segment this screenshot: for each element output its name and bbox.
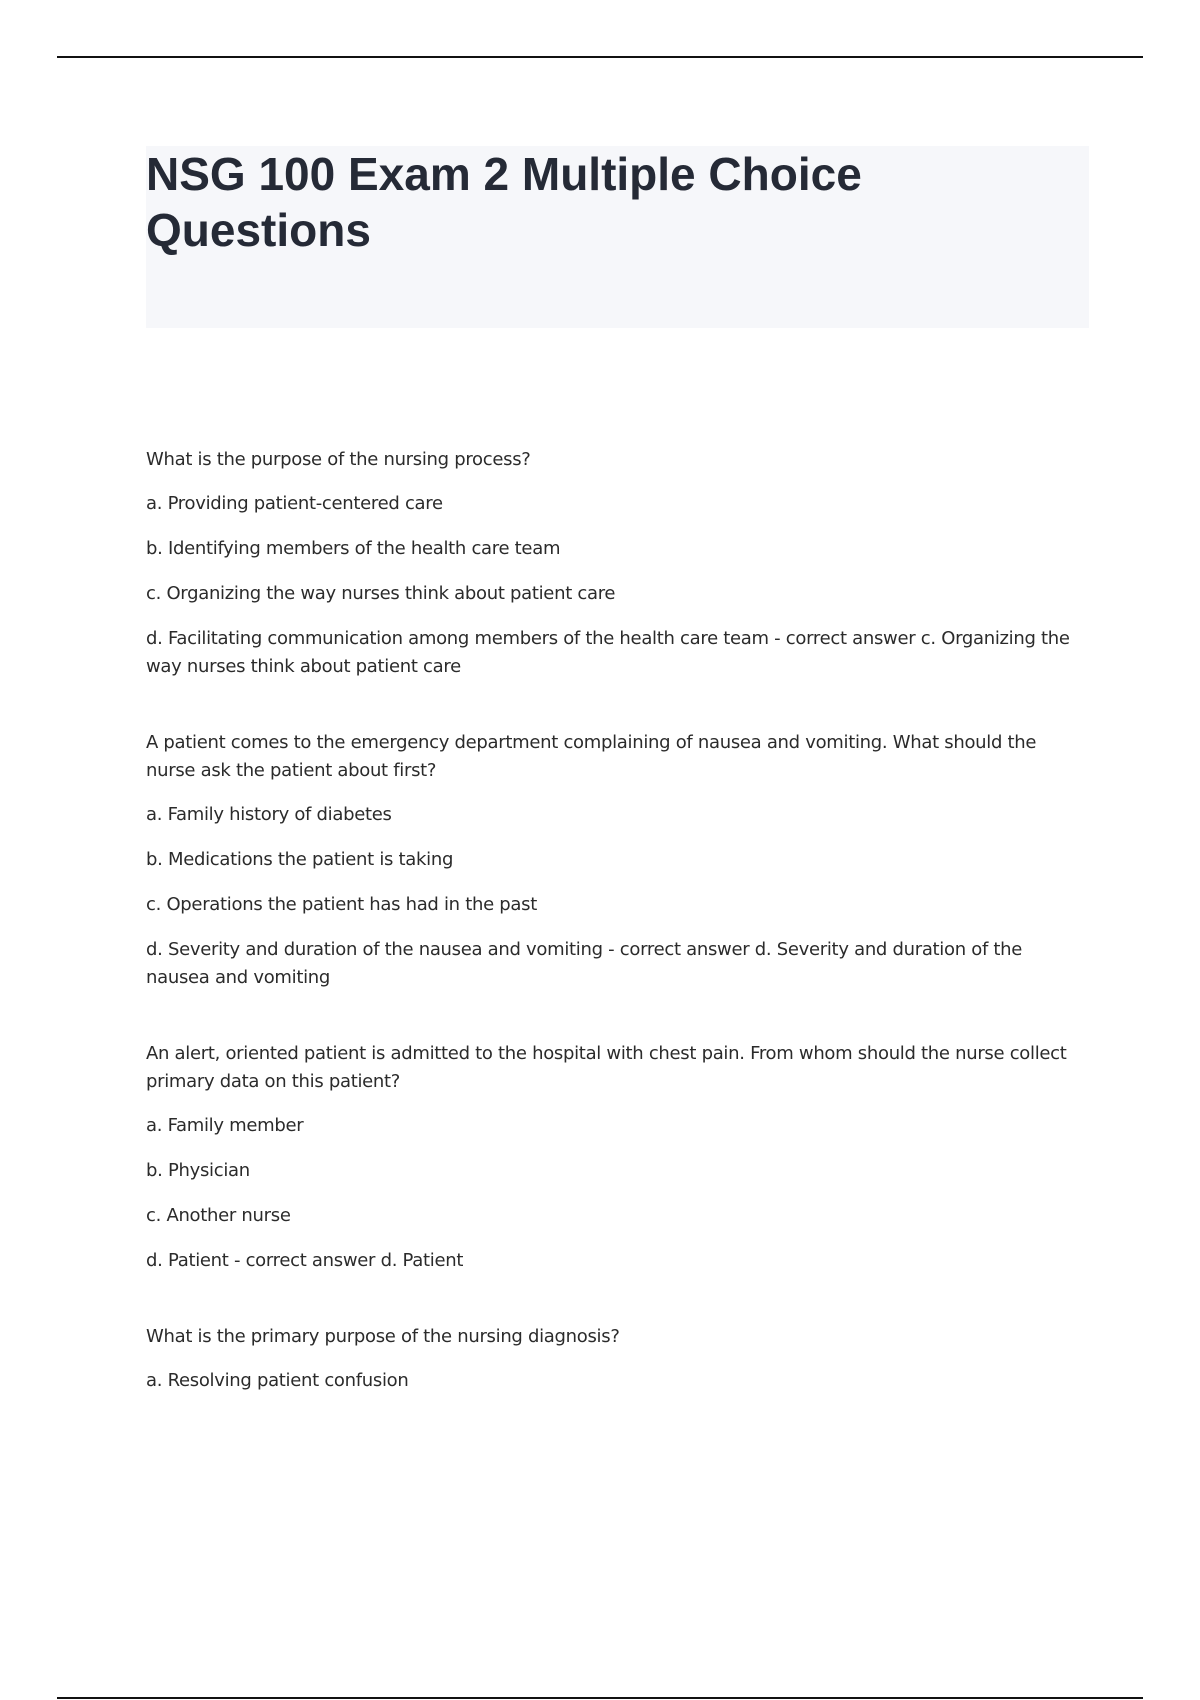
answer-option: d. Facilitating communication among members of the health care team - correct answer c. Organizing the way nurses think about patient care <box>146 628 1070 677</box>
question-block <box>146 729 1076 992</box>
question-text: An alert, oriented patient is admitted to the hospital with chest pain. From whom should the nurse collect primary data on this patient? <box>146 1043 1067 1092</box>
answer-option: c. Another nurse <box>146 1205 291 1226</box>
answer-option: a. Family member <box>146 1115 304 1136</box>
answer-option: d. Patient - correct answer d. Patient <box>146 1250 464 1271</box>
answer-option: a. Family history of diabetes <box>146 804 392 825</box>
question-text: What is the primary purpose of the nursing diagnosis? <box>146 1326 620 1347</box>
question-list <box>146 446 1076 1443</box>
question-block <box>146 1323 1076 1395</box>
answer-option: b. Identifying members of the health care team <box>146 538 561 559</box>
top-rule <box>57 56 1143 58</box>
answer-option: c. Organizing the way nurses think about patient care <box>146 583 616 604</box>
answer-option: d. Severity and duration of the nausea and vomiting - correct answer d. Severity and duration of the nausea and vomiting <box>146 939 1023 988</box>
answer-option: a. Resolving patient confusion <box>146 1370 409 1391</box>
bottom-rule <box>57 1697 1143 1699</box>
question-text: A patient comes to the emergency department complaining of nausea and vomiting. What should the nurse ask the patient about first? <box>146 732 1037 781</box>
answer-option: c. Operations the patient has had in the past <box>146 894 537 915</box>
question-block <box>146 1040 1076 1275</box>
question-block <box>146 446 1076 681</box>
document-title: NSG 100 Exam 2 Multiple Choice Questions <box>146 148 862 256</box>
title-banner <box>146 146 1089 328</box>
answer-option: b. Physician <box>146 1160 250 1181</box>
question-text: What is the purpose of the nursing process? <box>146 449 531 470</box>
answer-option: b. Medications the patient is taking <box>146 849 454 870</box>
answer-option: a. Providing patient-centered care <box>146 493 443 514</box>
